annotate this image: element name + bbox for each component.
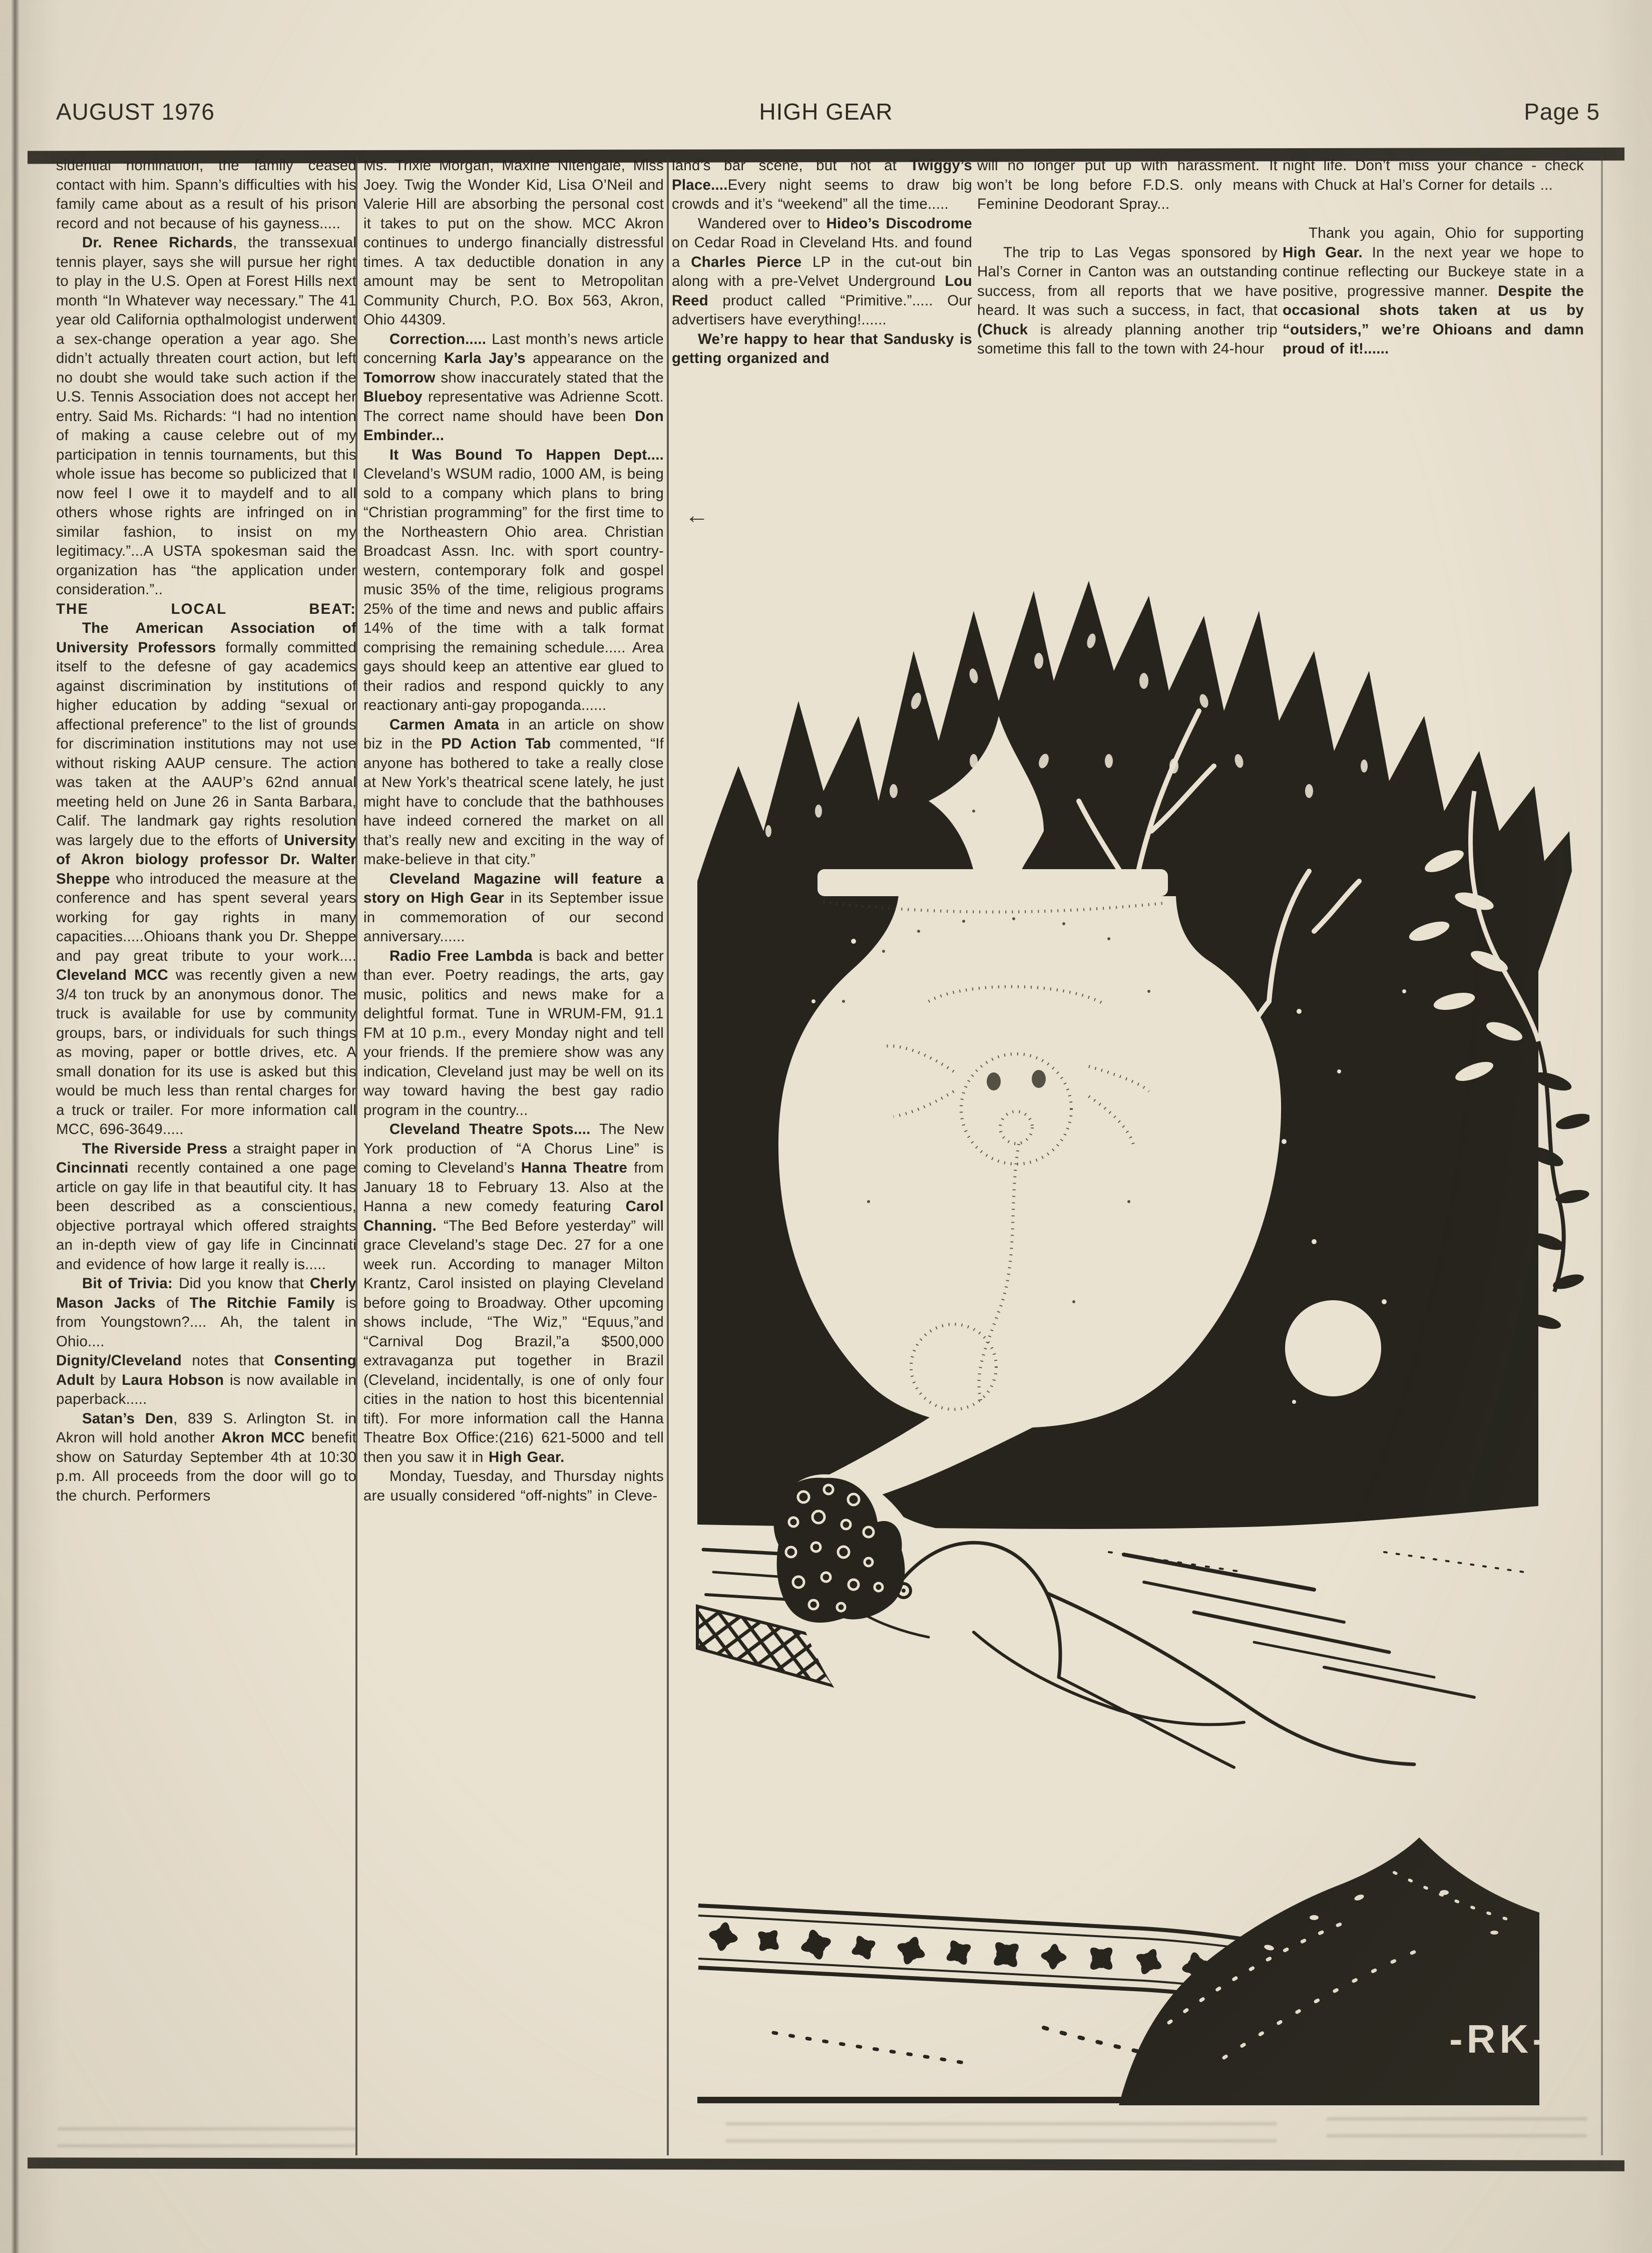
bleedthrough-smudge — [58, 2120, 356, 2149]
dune-hill — [1119, 1837, 1550, 2105]
article-paragraph: Ms. Trixie Morgan, Maxine Nitengale, Miss Joey. Twig the Wonder Kid, Lisa O’Neil and Valerie Hill are absorbing the personal cost it takes to put on the show. MCC Akron continues to undergo financially distressful times. A tax deductible donation in any amount may be sent to Metropolitan Community Church, P.O. Box 563, Akron, Ohio 44309. — [363, 157, 664, 328]
article-paragraph: land’s bar scene, but not at Twiggy’s Place....Every night seems to draw big crowds and it’s “weekend” all the time..... — [672, 157, 972, 212]
article-paragraph: The Riverside Press a straight paper in Cincinnati recently contained a one page article on gay life in that beautiful city. It has been described as a conscientious, objective portrayal which offered straights an in-depth view of gay life in Cincinnati and evidence of how large it really is..... — [56, 1140, 356, 1273]
article-paragraph: We’re happy to hear that Sandusky is getting organized and — [672, 330, 972, 366]
bleedthrough-smudge — [1327, 2110, 1587, 2139]
article-paragraph: Radio Free Lambda is back and better than ever. Poetry readings, the arts, gay music, politics and news make for a delightful format. Tune in WRUM-FM, 91.1 FM at 10 p.m., every Monday night and tell your friends. If the premiere show was any indication, Cleveland just may be well on its way toward having the best gay radio program in the country... — [363, 947, 664, 1118]
article-paragraph: will no longer put up with harassment. It won’t be long before F.D.S. only means Feminine Deodorant Spray... — [977, 157, 1278, 212]
article-paragraph: Correction..... Last month’s news article concerning Karla Jay’s appearance on the Tomorrow show inaccurately stated that the Blueboy representative was Adrienne Scott. The correct name should have been Don Embinder... — [363, 330, 664, 444]
article-paragraph: Dr. Renee Richards, the transsexual tennis player, says she will pursue her right to play in the U.S. Open at Forest Hills next month “In Whatever way necessary.” The 41 year old California opthalmologist underwent a sex-change operation a year ago. She didn’t actually threaten court action, but left no doubt she would take such action if the U.S. Tennis Association does not accept her entry. Said Ms. Richards: “I had no intention of making a cause celebre out of my participation in tennis tournaments, but this whole issue has become so publicized that I now feel I owe it to maydelf and to all others whose rights are infringed on in similar fashion, to insist on my legitimacy.”...A USTA spokesman said the organization has “the application under consideration.”.. — [56, 234, 356, 598]
footer-rule — [28, 2157, 1624, 2171]
article-paragraph: Thank you again, Ohio for supporting High Gear. In the next year we hope to continue reflecting our Buckeye state in a positive, progressive manner. Despite the occasional shots taken at us by “outsiders,” we’re Ohioans and damn proud of it!...... — [1283, 225, 1584, 357]
page-left-edge-shadow — [11, 0, 19, 2253]
moon — [1285, 1300, 1381, 1396]
illustration-bottom-edge — [697, 2097, 1148, 2103]
article-paragraph: sidential nomination, the family ceased contact with him. Spann’s difficulties with his family came about as a result of his prison record and not because of his gayness..... — [56, 157, 356, 232]
article-column-2 — [363, 156, 664, 2156]
article-paragraph: The American Association of University Professors formally committed itself to the defesne of gay academics against discrimination by institutions of higher education by adding “sexual or affectional preference” to the list of grounds for discrimination institutions may not use without risking AAUP censure. The action was taken at the AAUP’s 62nd annual meeting held on June 26 in Santa Barbara, Calif. The landmark gay rights resolution was largely due to the efforts of University of Akron biology professor Dr. Walter Sheppe who introduced the measure at the conference and has spent several years working for gay rights in many capacities.....Ohioans thank you Dr. Sheppe and pay great tribute to your work.... Cleveland MCC was recently given a new 3/4 ton truck by an anonymous donor. The truck is available for use by community groups, bars, or individuals for such things as moving, paper or bottle drives, etc. A small donation for its use is asked but this would be much less than rental charges for a truck or trailer. For more information call MCC, 696-3649..... — [56, 620, 356, 1138]
illustration-woodcut — [693, 551, 1589, 2108]
article-paragraph: Carmen Amata in an article on show biz in the PD Action Tab commented, “If anyone has bothered to take a really close at New York’s theatrical scene lately, he just might have to conclude that the bathhouses have indeed cornered the market on all that’s really new and exciting in the way of make-believe in that city.” — [363, 716, 664, 868]
article-paragraph: Satan’s Den, 839 S. Arlington St. in Akron will hold another Akron MCC benefit show on Saturday September 4th at 10:30 p.m. All proceeds from the door will go to the church. Performers — [56, 1410, 356, 1504]
masthead-date: AUGUST 1976 — [56, 99, 215, 125]
article-paragraph: Dignity/Cleveland notes that Consenting Adult by Laura Hobson is now available in paperback..... — [56, 1352, 356, 1407]
article-paragraph: night life. Don’t miss your chance - check with Chuck at Hal’s Corner for details ... — [1283, 157, 1584, 193]
article-column-1 — [56, 156, 356, 2156]
masthead-title: HIGH GEAR — [759, 99, 893, 125]
article-column-4 — [977, 156, 1278, 547]
stray-arrow-mark: ← — [685, 502, 709, 529]
column-rule-2 — [667, 158, 669, 2155]
article-paragraph: The trip to Las Vegas sponsored by Hal’s Corner in Canton was an outstanding success, from all reports that we have heard. It was such a success, in fact, that (Chuck is already planning another trip sometime this fall to the town with 24-hour — [977, 244, 1278, 357]
artist-signature: -RK- — [1449, 2017, 1550, 2061]
article-paragraph: It Was Bound To Happen Dept.... Cleveland’s WSUM radio, 1000 AM, is being sold to a company which plans to bring “Christian programming” for the first time to the Northeastern Ohio area. Christian Broadcast Assn. Inc. with sport country-western, contemporary folk and gospel music 35% of the time, religious programs 25% of the time and news and public affairs 14% of the time with a talk format comprising the remaining schedule..... Area gays should keep an attentive ear glued to their radios and respond quickly to any reactionary anti-gay propoganda...... — [363, 446, 664, 713]
article-paragraph: Cleveland Magazine will feature a story on High Gear in its September issue in commemoration of our second anniversary...... — [363, 870, 664, 945]
page-right-rule — [1601, 158, 1603, 2155]
bleedthrough-smudge — [726, 2115, 1277, 2144]
masthead-page-number: Page 5 — [1524, 99, 1600, 125]
article-column-5 — [1283, 156, 1584, 567]
article-paragraph: Bit of Trivia: Did you know that Cherly Mason Jacks of The Ritchie Family is from Youngstown?.... Ah, the talent in Ohio.... — [56, 1275, 356, 1350]
article-column-3 — [672, 156, 972, 547]
article-paragraph: Wandered over to Hideo’s Discodrome on Cedar Road in Cleveland Hts. and found a Charles Pierce LP in the cut-out bin along with a pre-Velvet Underground Lou Reed product called “Primitive.”..... Our advertisers have everything!...... — [672, 215, 972, 328]
article-paragraph: Monday, Tuesday, and Thursday nights are usually considered “off-nights” in Cleve- — [363, 1468, 664, 1504]
article-paragraph: THE LOCAL BEAT: — [56, 600, 356, 617]
article-paragraph: Cleveland Theatre Spots.... The New York production of “A Chorus Line” is coming to Cleveland’s Hanna Theatre from January 18 to February 13. Also at the Hanna a new comedy featuring Carol Channing. “The Bed Before yesterday” will grace Cleveland’s stage Dec. 27 for a one week run. According to manager Milton Krantz, Carol insisted on playing Cleveland before going to Broadway. Other upcoming shows include, “The Wiz,” “Equus,”and “Carnival Dog Brazil,”a $500,000 extravaganza put together in Brazil (Cleveland, incidentally, is one of only four cities in the nation to host this bicentennial tift). For more information call the Hanna Theatre Box Office:(216) 621-5000 and tell then you saw it in High Gear. — [363, 1121, 664, 1465]
